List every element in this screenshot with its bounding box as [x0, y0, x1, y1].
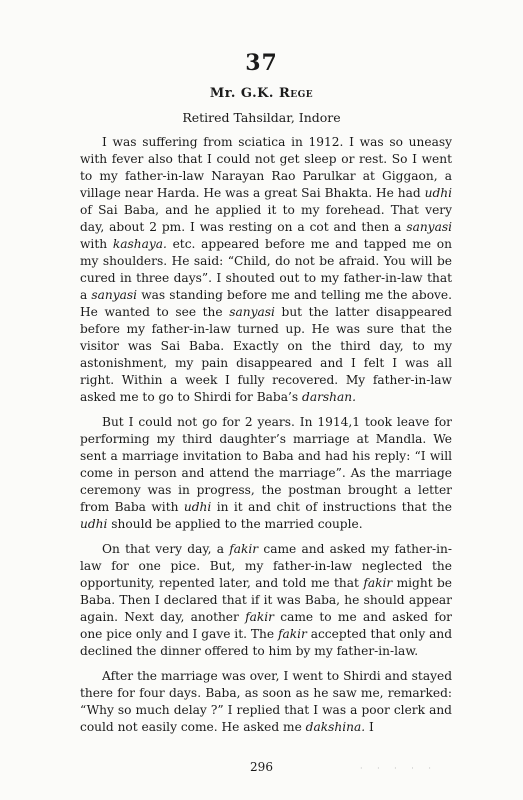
text-run: came to me and asked for one pice only and I gave it. The: [80, 610, 452, 641]
italic-term: fakir: [245, 610, 275, 624]
paragraph: [80, 668, 452, 736]
italic-term: kashaya.: [112, 237, 167, 251]
italic-term: sanyasi: [406, 220, 452, 234]
text-run: came and asked my father-in-law for one pice. But, my father-in-law neglected the opportunity, repented later, and told me that: [80, 542, 453, 590]
italic-term: darshan.: [302, 390, 357, 404]
text-run: I: [365, 720, 374, 734]
page-number: 296: [250, 760, 273, 774]
chapter-subtitle: Retired Tahsildar, Indore: [182, 110, 341, 125]
scan-specks: · · · · ·: [360, 764, 437, 773]
text-run: was standing before me and telling me the above. He wanted to see the: [80, 288, 452, 319]
text-run: in it and chit of instructions that the: [211, 500, 452, 514]
chapter-number: 37: [245, 50, 278, 76]
text-run: with: [80, 237, 113, 251]
text-run: might be Baba. Then I declared that if it was Baba, he should appear again. Next day, another: [80, 576, 453, 624]
chapter-title-name: Rege: [278, 86, 314, 101]
italic-term: fakir: [277, 627, 307, 641]
paragraph: [80, 541, 452, 660]
text-run: On that very day, a: [102, 542, 230, 556]
text-run: but the latter disappeared before my father-in-law turned up. He was sure that the visitor was Sai Baba. Exactly on the third day, to my astonishment, my pain disappeared and I felt I was all right. Within a week I fully recovered. My father-in-law asked me to go to Shirdi for Baba’s: [80, 305, 452, 404]
text-run: accepted that only and declined the dinner offered to him by my father-in-law.: [80, 627, 453, 658]
italic-term: dakshina.: [305, 720, 366, 734]
text-run: I was suffering from sciatica in 1912. I was so uneasy with fever also that I could not get sleep or rest. So I went to my father-in-law Narayan Rao Parulkar at Giggaon, a village near Harda. He was a great Sai Bhakta. He had: [80, 135, 452, 200]
italic-term: sanyasi: [229, 305, 275, 319]
chapter-title-prefix: Mr. G.K.: [209, 86, 279, 101]
text-run: But I could not go for 2 years. In 1914,1 took leave for performing my third daughter’s marriage at Mandla. We sent a marriage invitation to Baba and had his reply: “I will come in person and attend the marriage”. As the marriage ceremony was in progress, the postman brought a letter from Baba with: [80, 415, 452, 514]
text-run: After the marriage was over, I went to Shirdi and stayed there for four days. Baba, as soon as he saw me, remarked: “Why so much delay ?” I replied that I was a poor clerk and could not easily come. He asked me: [80, 669, 452, 734]
italic-term: fakir: [363, 576, 393, 590]
italic-term: udhi: [424, 186, 452, 200]
italic-term: udhi: [183, 500, 212, 514]
text-run: should be applied to the married couple.: [107, 517, 363, 531]
italic-term: fakir: [229, 542, 259, 556]
chapter-title: [0, 86, 523, 101]
italic-term: udhi: [80, 517, 108, 531]
italic-term: sanyasi: [91, 288, 138, 302]
paragraph: [80, 414, 452, 533]
paragraph: [80, 134, 452, 406]
body-text: [80, 134, 452, 744]
text-run: etc. appeared before me and tapped me on my shoulders. He said: “Child, do not be afraid. You will be cured in three days”. I shouted out to my father-in-law that a: [80, 237, 452, 302]
text-run: of Sai Baba, and he applied it to my forehead. That very day, about 2 pm. I was resting on a cot and then a: [80, 203, 452, 234]
